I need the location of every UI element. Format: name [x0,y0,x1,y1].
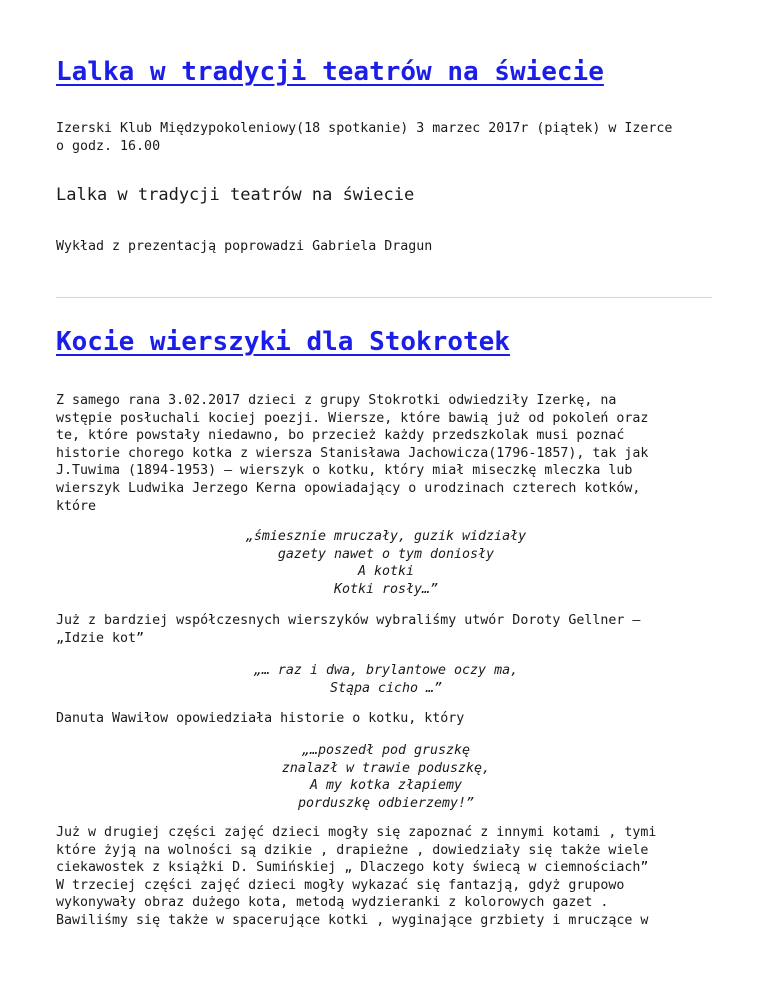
post-lalka [56,56,716,89]
paragraph: Już z bardziej współczesnych wierszyków wybraliśmy utwór Doroty Gellner – „Idzie kot” [56,613,641,646]
paragraph: Z samego rana 3.02.2017 dzieci z grupy Stokrotki odwiedziły Izerkę, na wstępie posłuchali kociej poezji. Wiersze, które bawią już od pokoleń oraz te, które powstały niedawno, bo przecież każdy przedszkolak musi poznać historie chorego kotka z wiersza Stanisława Jachowicza(1796-1857), tak jak J.Tuwima (1894-1953) – wierszyk o kotku, który miał miseczkę mleczka lub wierszyk Ludwika Jerzego Kerna opowiadający o urodzinach czterech kotków, które [56,393,649,514]
quote-block-2 [56,662,716,697]
quote-block-3 [56,742,716,812]
poem-quote: „… raz i dwa, brylantowe oczy ma, Stąpa cicho …” [253,663,519,696]
paragraph: Danuta Wawiłow opowiedziała historie o kotku, który [56,711,465,726]
post-body-1 [56,392,716,515]
post-body-4 [56,824,716,930]
poem-quote: „śmiesznie mruczały, guzik widziały gazety nawet o tym doniosły A kotki Kotki rosły…” [245,529,527,597]
post-body-3 [56,710,716,728]
post-subtitle: Lalka w tradycji teatrów na świecie [56,185,415,205]
quote-block-1 [56,528,716,598]
paragraph: Już w drugiej części zajęć dzieci mogły się zapoznać z innymi kotami , tymi które żyją na wolności są dzikie , drapieżne , dowiedziały się także wiele ciekawostek z książki D. Sumińskiej „ Dlaczego koty świecą w ciemnościach” W trzeciej części zajęć dzieci mogły wykazać się fantazją, gdyż grupowo wykonywały obraz dużego kota, metodą wydzieranki z kolorowych gazet . Bawiliśmy się także w spacerujące kotki , wyginające grzbiety i mruczące w [56,825,657,928]
post-subtitle-wrap [56,184,716,206]
post-meta [56,120,716,155]
post-title-link[interactable]: Lalka w tradycji teatrów na świecie [56,57,604,87]
lecture-info-wrap [56,238,716,256]
poem-quote: „…poszedł pod gruszkę znalazł w trawie poduszkę, A my kotka złapiemy porduszkę odbierzemy!” [281,743,491,811]
post-kocie [56,326,716,359]
post-title-link[interactable]: Kocie wierszyki dla Stokrotek [56,327,510,357]
lecture-info: Wykład z prezentacją poprowadzi Gabriela Dragun [56,239,433,254]
post-body-2 [56,612,716,647]
event-info: Izerski Klub Międzypokoleniowy(18 spotkanie) 3 marzec 2017r (piątek) w Izerce o godz. 16.00 [56,121,673,154]
post-divider [56,297,712,298]
